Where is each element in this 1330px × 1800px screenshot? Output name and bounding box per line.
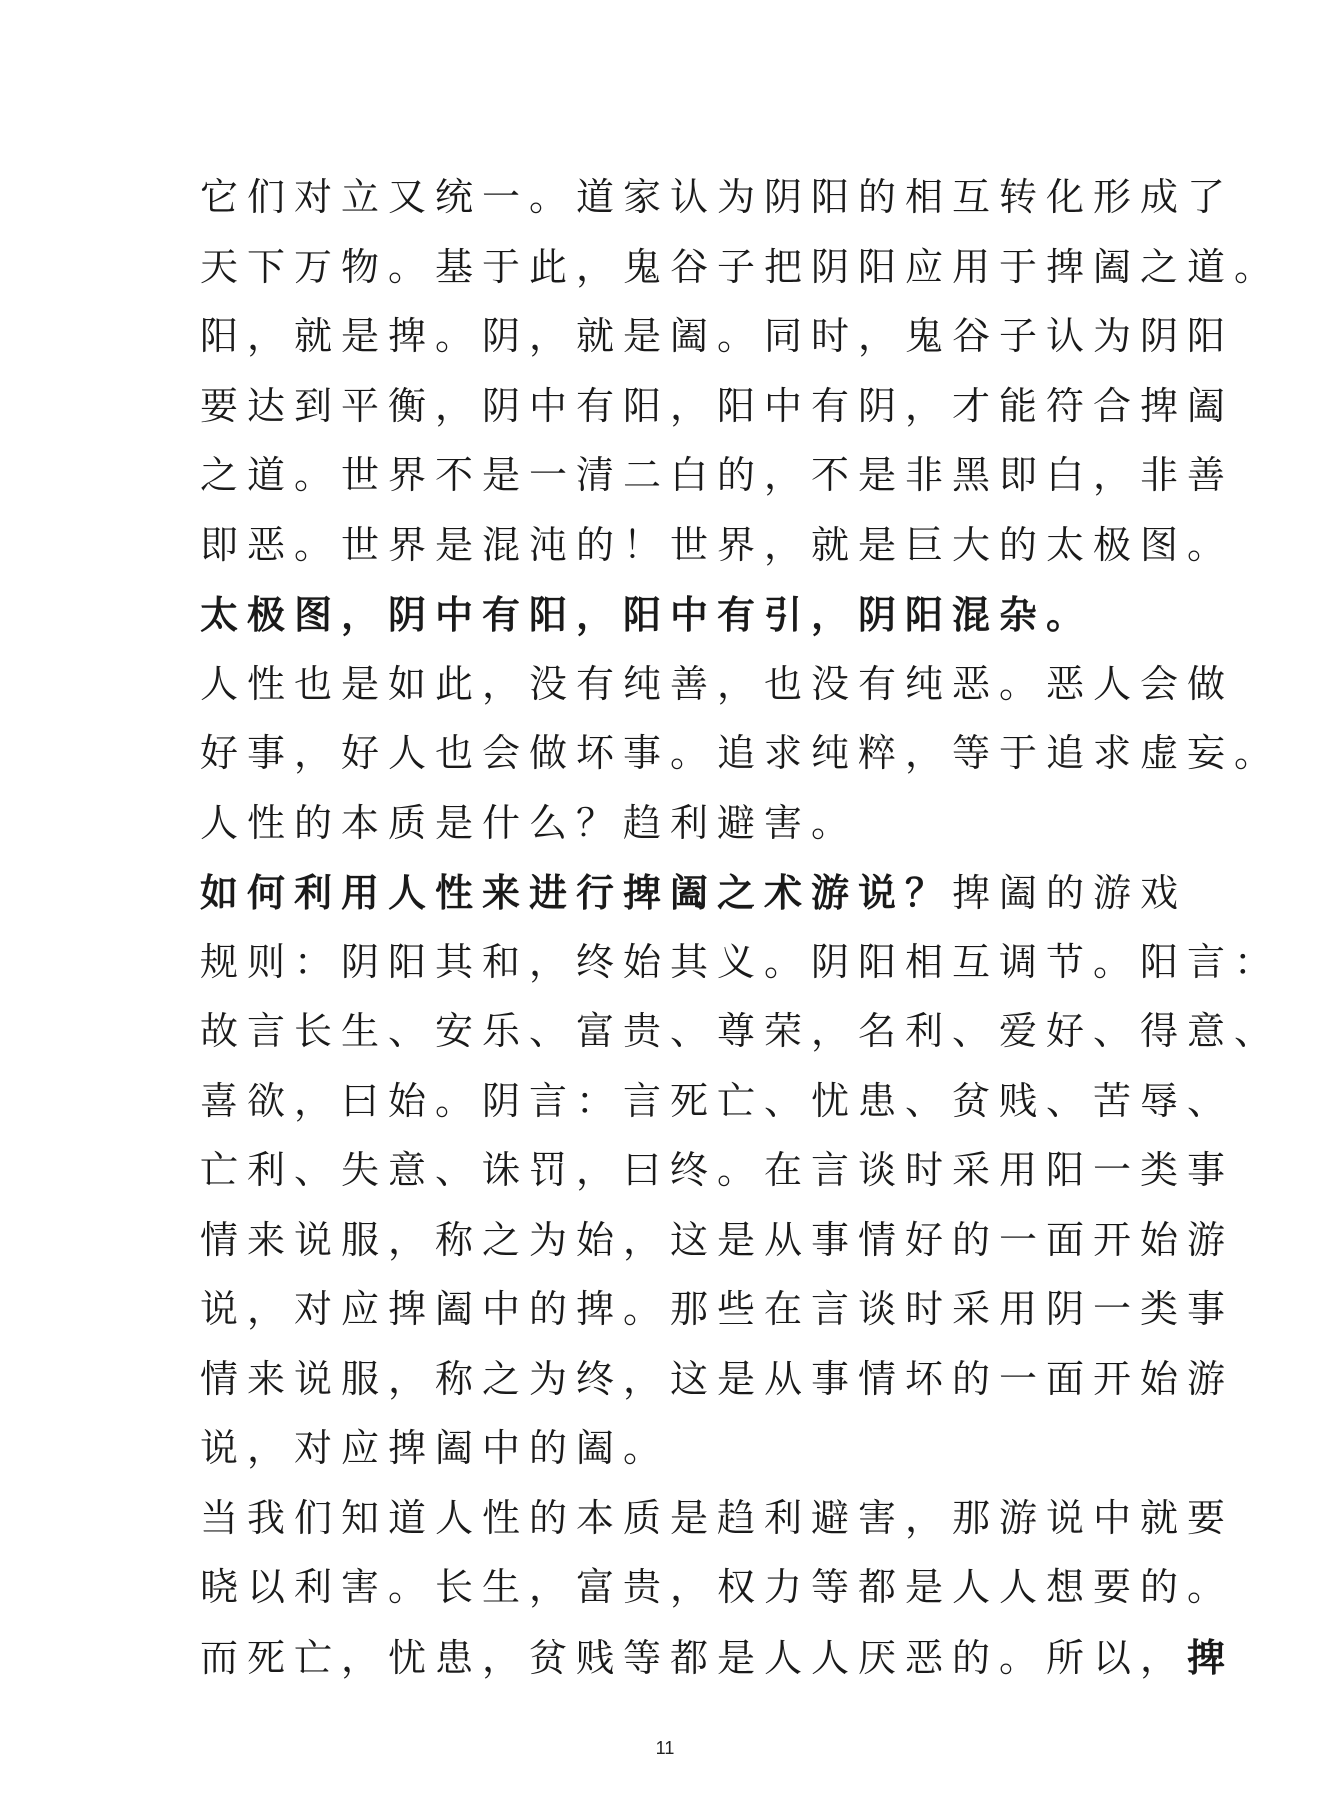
text-line: [200, 1484, 1235, 1554]
text-run: 天下万物。基于此，鬼谷子把阴阳应用于捭阖之道。: [200, 244, 1282, 289]
text-run: 说，对应捭阖中的捭。那些在言谈时采用阴一类事: [200, 1287, 1235, 1331]
text-run: 喜欲，曰始。阴言：言死亡、忧患、贫贱、苦辱、: [200, 1078, 1235, 1123]
text-run: 人性的本质是什么？趋利避害。: [200, 800, 859, 845]
text-line: [200, 719, 1282, 789]
text-run: 要达到平衡，阴中有阳，阳中有阴，才能符合捭阖: [200, 383, 1235, 428]
text-line: [200, 789, 1130, 859]
page-number: 11: [655, 1738, 675, 1758]
text-line: [200, 858, 1188, 928]
text-line: [200, 1136, 1235, 1206]
bold-text-run: 太极图，阴中有阳，阳中有引，阴阳混杂。: [200, 592, 1094, 637]
text-line: [200, 302, 1235, 372]
text-run: 之道。世界不是一清二白的，不是非黑即白，非善: [200, 453, 1235, 497]
text-run: 好事，好人也会做坏事。追求纯粹，等于追求虚妄。: [200, 731, 1282, 775]
text-line: [200, 1553, 1235, 1623]
text-run: 人性也是如此，没有纯善，也没有纯恶。恶人会做: [200, 661, 1235, 706]
text-line: [200, 1067, 1235, 1137]
text-run: 规则：阴阳其和，终始其义。阴阳相互调节。阳言：: [200, 939, 1282, 984]
text-run: 情来说服，称之为始，这是从事情好的一面开始游: [200, 1217, 1235, 1262]
text-line: [200, 1414, 1130, 1484]
text-line: [200, 511, 1235, 581]
text-line: [200, 1206, 1235, 1276]
text-run: 晓以利害。长生，富贵，权力等都是人人想要的。: [200, 1565, 1235, 1609]
text-line: [200, 163, 1235, 233]
text-line: [200, 1345, 1235, 1415]
text-run: 故言长生、安乐、富贵、尊荣，名利、爱好、得意、: [200, 1009, 1282, 1053]
bold-text-run: 捭: [1187, 1634, 1235, 1680]
body-text: [200, 163, 1282, 1692]
text-line: [200, 650, 1235, 720]
text-run: 情来说服，称之为终，这是从事情坏的一面开始游: [200, 1356, 1235, 1401]
text-line: [200, 1275, 1235, 1345]
text-line: [200, 233, 1282, 303]
text-run: 即恶。世界是混沌的！世界，就是巨大的太极图。: [200, 522, 1235, 567]
text-line: [200, 928, 1282, 998]
text-line: [200, 580, 1130, 650]
text-run: 当我们知道人性的本质是趋利避害，那游说中就要: [200, 1495, 1235, 1540]
text-run: 亡利、失意、诛罚，曰终。在言谈时采用阳一类事: [200, 1148, 1235, 1192]
text-line: [200, 1623, 1235, 1693]
bold-text-run: 如何利用人性来进行捭阖之术游说？: [200, 870, 953, 915]
text-line: [200, 997, 1282, 1067]
text-line: [200, 441, 1235, 511]
text-run: 它们对立又统一。道家认为阴阳的相互转化形成了: [200, 175, 1235, 219]
text-run: 而死亡，忧患，贫贱等都是人人厌恶的。所以，: [200, 1635, 1188, 1680]
text-line: [200, 372, 1235, 442]
text-run: 说，对应捭阖中的阖。: [200, 1426, 671, 1470]
text-run: 阳，就是捭。阴，就是阖。同时，鬼谷子认为阴阳: [200, 314, 1235, 358]
text-run: 捭阖的游戏: [952, 871, 1188, 915]
